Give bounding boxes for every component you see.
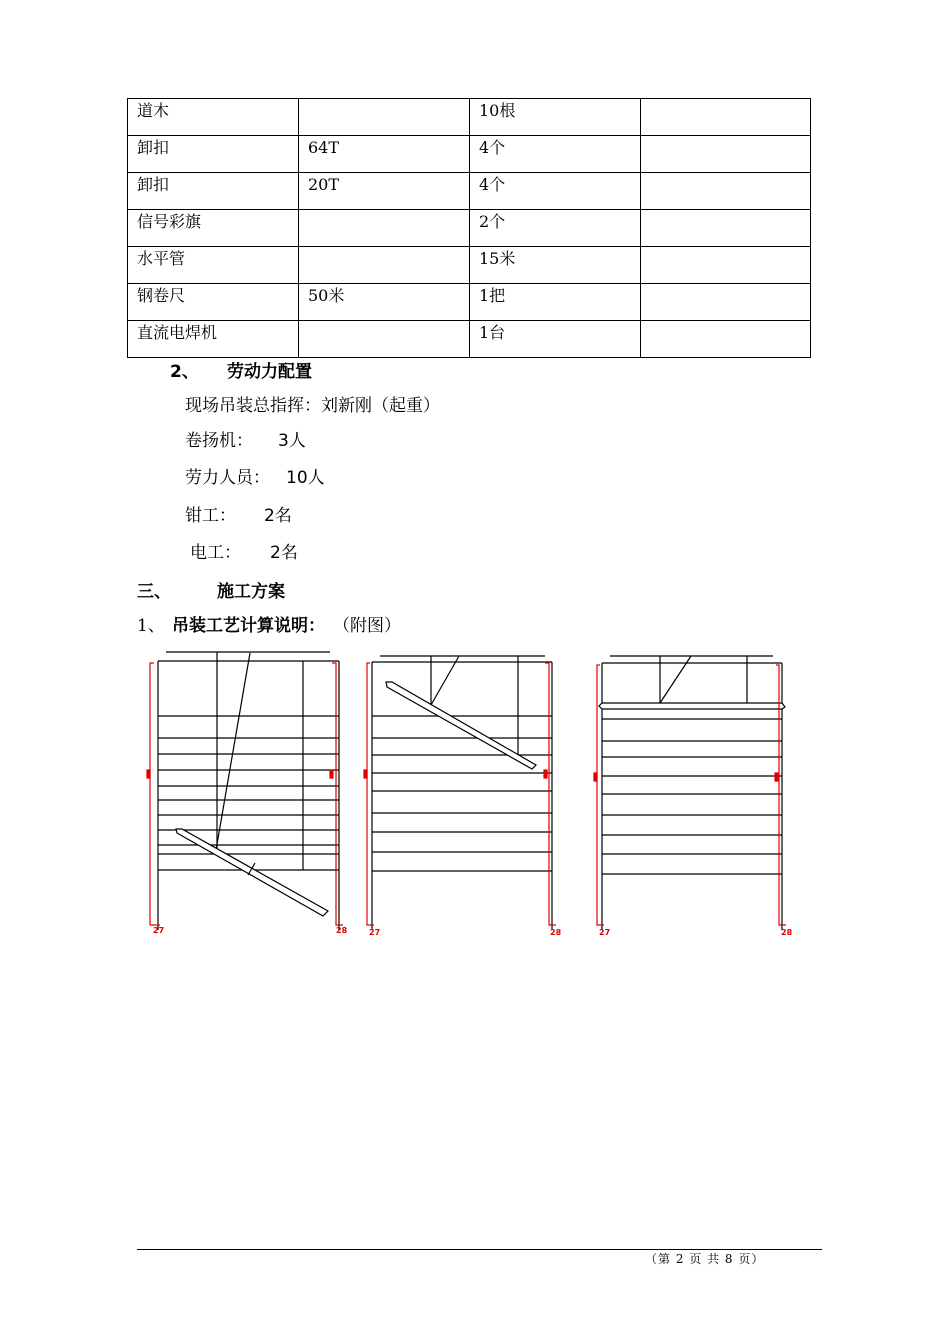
table-cell: 1把 — [470, 284, 641, 321]
table-cell: 2个 — [470, 210, 641, 247]
table-cell — [641, 136, 811, 173]
table-cell: 卸扣 — [128, 136, 299, 173]
figure-3-right-label: 28 — [781, 928, 793, 937]
red-columns-2 — [364, 663, 556, 925]
table-cell — [641, 210, 811, 247]
table-cell: 64T — [299, 136, 470, 173]
sub-heading: 吊装工艺计算说明： — [172, 616, 325, 636]
table-row — [128, 284, 811, 321]
table-row — [128, 173, 811, 210]
commander-line: 现场吊装总指挥：刘新刚（起重） — [185, 396, 440, 416]
table-row — [128, 136, 811, 173]
fitter-value: 2名 — [264, 506, 292, 526]
table-cell: 信号彩旗 — [128, 210, 299, 247]
table-row — [128, 321, 811, 358]
table-row — [128, 99, 811, 136]
table-cell: 直流电焊机 — [128, 321, 299, 358]
plan-heading-number: 三、 — [137, 582, 171, 602]
lifting-figure-3 — [599, 656, 785, 930]
table-cell: 4个 — [470, 173, 641, 210]
page-number: （第 2 页 共 8 页） — [645, 1252, 765, 1266]
table-cell: 4个 — [470, 136, 641, 173]
sub-heading-note: （附图） — [333, 616, 401, 636]
table-cell — [641, 284, 811, 321]
figure-2-left-label: 27 — [369, 928, 381, 937]
winch-label: 卷扬机： — [185, 431, 253, 451]
table-cell: 钢卷尺 — [128, 284, 299, 321]
table-cell — [641, 321, 811, 358]
red-columns-1 — [147, 663, 343, 925]
table-cell: 卸扣 — [128, 173, 299, 210]
table-cell — [641, 247, 811, 284]
table-cell: 15米 — [470, 247, 641, 284]
winch-value: 3人 — [278, 431, 306, 451]
electrician-label: 电工： — [190, 543, 241, 563]
figure-3-left-label: 27 — [599, 928, 611, 937]
materials-table — [127, 98, 811, 358]
lifting-figure-2 — [372, 656, 552, 930]
table-row — [128, 210, 811, 247]
table-cell: 20T — [299, 173, 470, 210]
table-cell: 道木 — [128, 99, 299, 136]
workers-label: 劳力人员： — [185, 468, 270, 488]
electrician-value: 2名 — [270, 543, 298, 563]
table-cell — [299, 99, 470, 136]
sub-heading-number: 1、 — [137, 616, 165, 636]
labor-heading: 劳动力配置 — [227, 362, 312, 382]
lifting-diagrams — [140, 645, 800, 945]
lifting-figure-1 — [158, 652, 339, 930]
figure-1-left-label: 27 — [153, 926, 165, 935]
table-cell — [299, 247, 470, 284]
table-cell: 50米 — [299, 284, 470, 321]
table-row — [128, 247, 811, 284]
table-cell — [299, 210, 470, 247]
table-cell — [641, 99, 811, 136]
plan-heading: 施工方案 — [217, 582, 285, 602]
table-cell: 水平管 — [128, 247, 299, 284]
table-cell: 10根 — [470, 99, 641, 136]
fitter-label: 钳工： — [185, 506, 236, 526]
labor-heading-number: 2、 — [170, 362, 199, 382]
table-cell — [641, 173, 811, 210]
figure-2-right-label: 28 — [550, 928, 562, 937]
table-cell: 1台 — [470, 321, 641, 358]
table-cell — [299, 321, 470, 358]
workers-value: 10人 — [286, 468, 325, 488]
figure-1-right-label: 28 — [336, 926, 348, 935]
